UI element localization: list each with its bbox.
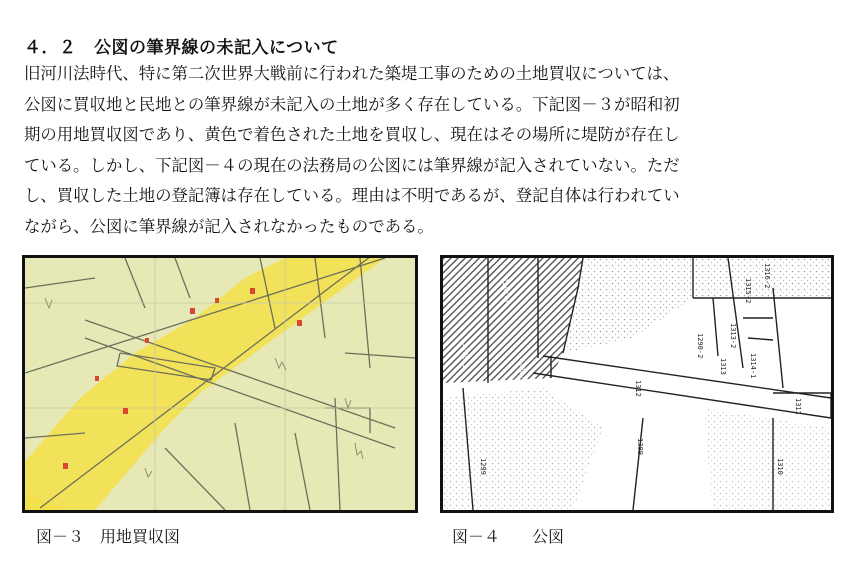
parcel-label: 1313: [719, 358, 727, 375]
parcel-label: 1313-2: [729, 323, 737, 349]
paragraph-line: 期の用地買収図であり、黄色で着色された土地を買収し、現在はその場所に堤防が存在し: [24, 125, 680, 145]
body-paragraph: [24, 59, 849, 243]
section-heading: ４．２ 公図の筆界線の未記入について: [24, 38, 339, 58]
parcel-label: 1299: [479, 458, 487, 475]
parcel-label: 1310: [776, 458, 784, 475]
figure-4-caption: 図－４ 公図: [452, 527, 565, 546]
land-purchase-map-figure: [22, 255, 418, 513]
land-purchase-map-image: [25, 258, 415, 510]
parcel-label: 1312: [634, 380, 642, 397]
cadastral-map-figure: [440, 255, 834, 513]
parcel-label: 1315-2: [744, 278, 752, 304]
parcel-label: 1290-2: [696, 333, 704, 359]
paragraph-line: し、買収した土地の登記簿は存在している。理由は不明であるが、登記自体は行われてい: [24, 186, 680, 206]
parcel-label: 1311: [794, 398, 802, 415]
paragraph-line: ながら、公図に筆界線が記入されなかったものである。: [24, 216, 434, 236]
paragraph-line: 旧河川法時代、特に第二次世界大戦前に行われた築堤工事のための土地買収については、: [24, 64, 680, 83]
cadastral-map-image: [443, 258, 831, 510]
parcel-label: 1316-2: [763, 263, 771, 289]
parcel-label: 1309: [636, 438, 644, 455]
paragraph-line: 公図に買収地と民地との筆界線が未記入の土地が多く存在している。下記図－３が昭和初: [24, 94, 680, 114]
paragraph-line: ている。しかし、下記図－４の現在の法務局の公図には筆界線が記入されていない。ただ: [24, 155, 680, 175]
parcel-label: 1290-1: [461, 343, 469, 369]
parcel-label: 1314-1: [749, 353, 757, 379]
parcel-label: 1290-3: [518, 358, 526, 384]
figure-3-caption: 図－３ 用地買収図: [36, 527, 181, 546]
parcel-label: 1291-1: [501, 278, 509, 304]
